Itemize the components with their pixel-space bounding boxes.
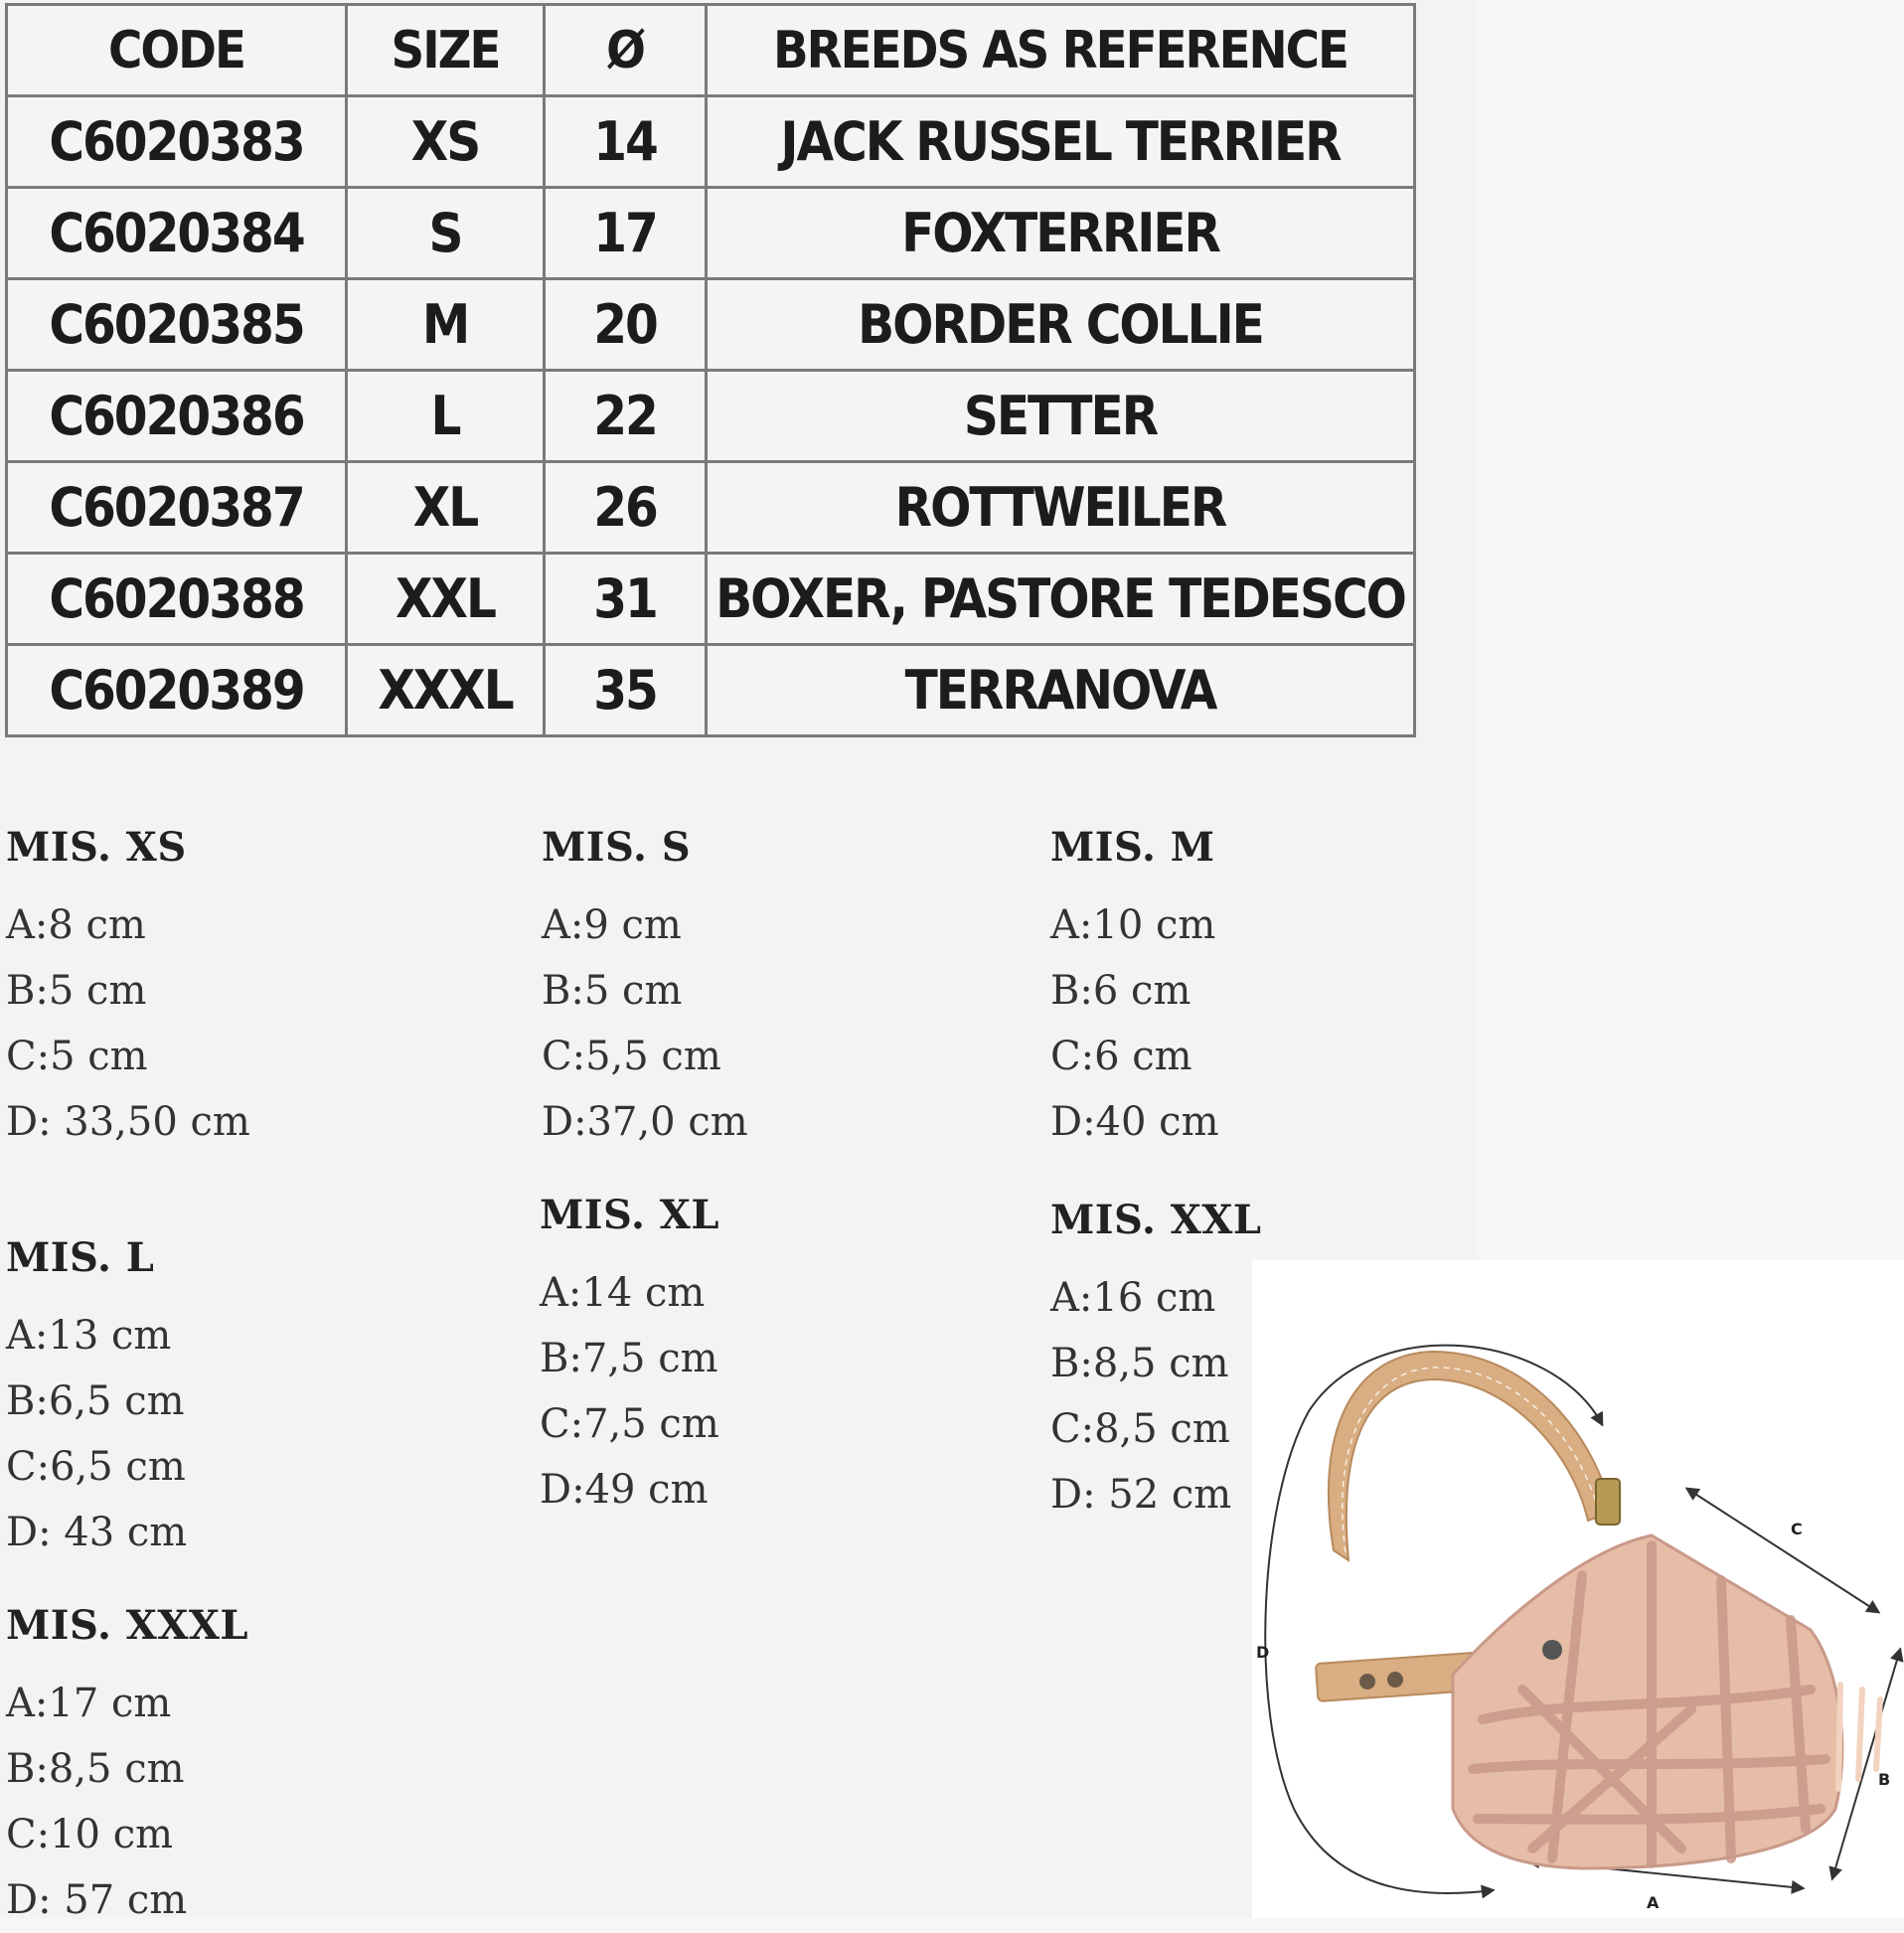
cell-code: C6020389 bbox=[7, 645, 347, 736]
measurement-b: B:7,5 cm bbox=[540, 1336, 718, 1381]
header-breeds: BREEDS AS REFERENCE bbox=[707, 5, 1415, 96]
measurements-l bbox=[6, 1235, 187, 1565]
label-c: C bbox=[1791, 1520, 1803, 1538]
cell-breed: JACK RUSSEL TERRIER bbox=[707, 96, 1415, 188]
cell-breed: BOXER, PASTORE TEDESCO bbox=[707, 554, 1415, 645]
cage-rivet bbox=[1542, 1640, 1562, 1660]
measurement-b: B:5 cm bbox=[6, 968, 147, 1014]
size-table bbox=[5, 3, 1416, 737]
measurement-title: MIS. S bbox=[542, 824, 692, 871]
measurement-a: A:8 cm bbox=[6, 902, 146, 948]
measurement-c: C:10 cm bbox=[6, 1812, 174, 1857]
measurement-title: MIS. XXL bbox=[1050, 1197, 1262, 1243]
cell-diameter: 26 bbox=[545, 462, 707, 554]
table-row bbox=[7, 371, 1415, 462]
measurement-a: A:17 cm bbox=[6, 1681, 172, 1726]
measurement-title: MIS. XL bbox=[540, 1192, 719, 1238]
measurement-d: D:37,0 cm bbox=[542, 1099, 748, 1145]
measurement-b: B:6,5 cm bbox=[6, 1378, 185, 1424]
measurement-c: C:7,5 cm bbox=[540, 1401, 719, 1447]
measurements-m bbox=[1050, 825, 1219, 1155]
measurement-b: B:8,5 cm bbox=[1050, 1341, 1229, 1386]
measurements-s bbox=[542, 825, 748, 1155]
measurement-c: C:6,5 cm bbox=[6, 1444, 186, 1490]
measurement-c: C:6 cm bbox=[1050, 1034, 1192, 1079]
measurement-b: B:8,5 cm bbox=[6, 1746, 185, 1792]
measurement-d: D:49 cm bbox=[540, 1467, 709, 1513]
measurements-xl bbox=[540, 1193, 719, 1523]
cell-code: C6020388 bbox=[7, 554, 347, 645]
cell-size: XXL bbox=[347, 554, 545, 645]
rivet bbox=[1359, 1674, 1375, 1690]
measurements-xxl bbox=[1050, 1198, 1262, 1528]
header-code: CODE bbox=[7, 5, 347, 96]
measurements-xs bbox=[6, 825, 250, 1155]
measurement-a: A:14 cm bbox=[540, 1270, 706, 1316]
measurement-d: D: 52 cm bbox=[1050, 1472, 1232, 1518]
cell-breed: ROTTWEILER bbox=[707, 462, 1415, 554]
cell-code: C6020387 bbox=[7, 462, 347, 554]
cell-diameter: 17 bbox=[545, 188, 707, 279]
cell-diameter: 31 bbox=[545, 554, 707, 645]
measurement-d: D: 33,50 cm bbox=[6, 1099, 250, 1145]
rivet bbox=[1387, 1672, 1403, 1688]
cell-code: C6020386 bbox=[7, 371, 347, 462]
measurement-c: C:8,5 cm bbox=[1050, 1406, 1230, 1452]
cell-size: XXXL bbox=[347, 645, 545, 736]
cell-breed: SETTER bbox=[707, 371, 1415, 462]
measurement-title: MIS. M bbox=[1050, 824, 1215, 871]
cell-diameter: 14 bbox=[545, 96, 707, 188]
muzzle-diagram bbox=[1254, 1292, 1904, 1918]
label-d: D bbox=[1256, 1643, 1270, 1662]
measurement-title: MIS. XXXL bbox=[6, 1602, 249, 1649]
cell-diameter: 20 bbox=[545, 279, 707, 371]
measurement-d: D: 43 cm bbox=[6, 1510, 188, 1555]
table-row bbox=[7, 554, 1415, 645]
measurement-d: D:40 cm bbox=[1050, 1099, 1219, 1145]
head-strap bbox=[1329, 1352, 1612, 1560]
table-row bbox=[7, 279, 1415, 371]
table-row bbox=[7, 462, 1415, 554]
measurement-a: A:16 cm bbox=[1050, 1275, 1216, 1321]
cell-size: S bbox=[347, 188, 545, 279]
measurement-title: MIS. L bbox=[6, 1234, 155, 1281]
label-a: A bbox=[1647, 1893, 1660, 1912]
cell-diameter: 22 bbox=[545, 371, 707, 462]
cell-breed: FOXTERRIER bbox=[707, 188, 1415, 279]
measurement-c: C:5,5 cm bbox=[542, 1034, 721, 1079]
table-row bbox=[7, 188, 1415, 279]
header-diameter: Ø bbox=[545, 5, 707, 96]
measurement-d: D: 57 cm bbox=[6, 1877, 188, 1923]
table-row bbox=[7, 645, 1415, 736]
cell-breed: BORDER COLLIE bbox=[707, 279, 1415, 371]
measurement-b: B:5 cm bbox=[542, 968, 683, 1014]
measurement-a: A:13 cm bbox=[6, 1313, 172, 1359]
table-header-row bbox=[7, 5, 1415, 96]
header-size: SIZE bbox=[347, 5, 545, 96]
measurement-a: A:10 cm bbox=[1050, 902, 1216, 948]
measurement-title: MIS. XS bbox=[6, 824, 187, 871]
cell-breed: TERRANOVA bbox=[707, 645, 1415, 736]
cell-size: L bbox=[347, 371, 545, 462]
label-b: B bbox=[1878, 1770, 1891, 1789]
cell-size: M bbox=[347, 279, 545, 371]
cell-size: XS bbox=[347, 96, 545, 188]
cell-code: C6020383 bbox=[7, 96, 347, 188]
measurement-b: B:6 cm bbox=[1050, 968, 1191, 1014]
measurements-xxxl bbox=[6, 1603, 248, 1933]
table-row bbox=[7, 96, 1415, 188]
measurement-c: C:5 cm bbox=[6, 1034, 148, 1079]
cell-code: C6020384 bbox=[7, 188, 347, 279]
cell-size: XL bbox=[347, 462, 545, 554]
measurement-a: A:9 cm bbox=[542, 902, 682, 948]
cell-diameter: 35 bbox=[545, 645, 707, 736]
cell-code: C6020385 bbox=[7, 279, 347, 371]
buckle bbox=[1596, 1479, 1620, 1525]
